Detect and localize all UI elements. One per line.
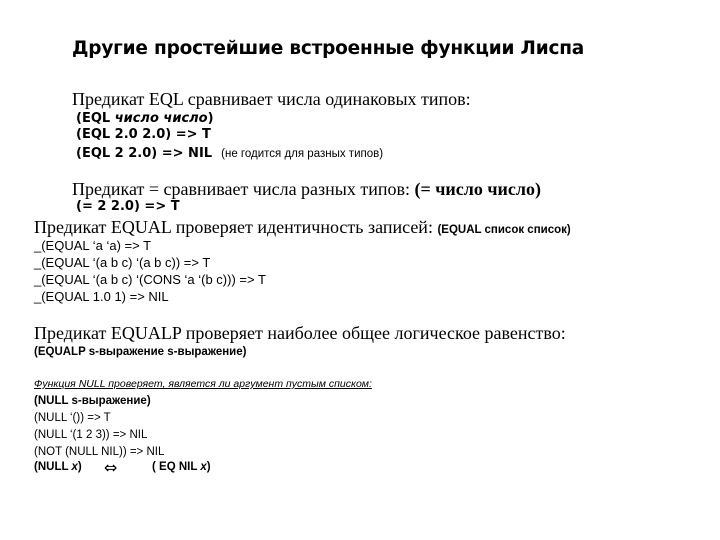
eql-heading: Предикат EQL сравнивает числа одинаковых типов: (72, 89, 471, 109)
null-equivalence-right (152, 462, 211, 474)
null-line-2: (NULL ‘(1 2 3)) => NIL (34, 429, 148, 441)
equal-heading-syntax: (EQUAL список список) (437, 224, 571, 236)
eq-num-example-1: (= 2 2.0) => T (76, 199, 180, 214)
eql-example-2-line (76, 144, 383, 161)
null-equivalence-right-c: ) (206, 461, 211, 473)
equivalence-icon: ⇔ (104, 458, 118, 477)
equal-heading (34, 218, 571, 237)
eql-example-2: (EQL 2 2.0) => NIL (76, 146, 213, 161)
null-equivalence-left-a: (NULL (34, 461, 72, 473)
eql-syntax (76, 112, 214, 125)
eq-num-heading-text: Предикат = сравнивает числа разных типов: (72, 179, 415, 199)
null-equivalence-left-x: x (71, 461, 78, 473)
equal-line-4: _(EQUAL 1.0 1) => NIL (34, 289, 169, 304)
eql-syntax-close: ) (207, 111, 214, 126)
null-equivalence-right-x: x (200, 461, 207, 473)
page-title: Другие простейшие встроенные функции Лиспа (72, 38, 585, 59)
equal-line-1: _(EQUAL ‘a ‘a) => T (34, 238, 152, 253)
equal-heading-text: Предикат EQUAL проверяет идентичность записей: (34, 217, 438, 237)
null-heading: Функция NULL проверяет, является ли аргумент пустым списком: (34, 378, 372, 390)
null-line-3: (NOT (NULL NIL)) => NIL (34, 446, 165, 458)
eql-example-2-note: (не годится для разных типов) (221, 148, 384, 160)
equalp-heading: Предикат EQUALP проверяет наиболее общее логическое равенство: (34, 323, 566, 343)
eql-example-1: (EQL 2.0 2.0) => T (76, 127, 211, 142)
equal-line-2: _(EQUAL ‘(a b c) ‘(a b c)) => T (34, 255, 211, 270)
null-syntax: (NULL s-выражение) (34, 395, 151, 407)
equalp-syntax: (EQUALP s-выражение s-выражение) (34, 346, 247, 358)
eql-syntax-open: (EQL (76, 111, 115, 126)
eq-num-heading (72, 180, 541, 198)
eq-num-heading-syntax: (= число число) (414, 179, 541, 199)
null-equivalence-left (34, 462, 82, 474)
null-line-1: (NULL ‘()) => T (34, 412, 111, 424)
eql-syntax-args: число число (114, 111, 208, 126)
null-equivalence-right-a: ( EQ NIL (152, 461, 201, 473)
equal-line-3: _(EQUAL ‘(a b c) ‘(CONS ‘a ‘(b c))) => T (34, 272, 266, 287)
null-equivalence-left-c: ) (77, 461, 82, 473)
